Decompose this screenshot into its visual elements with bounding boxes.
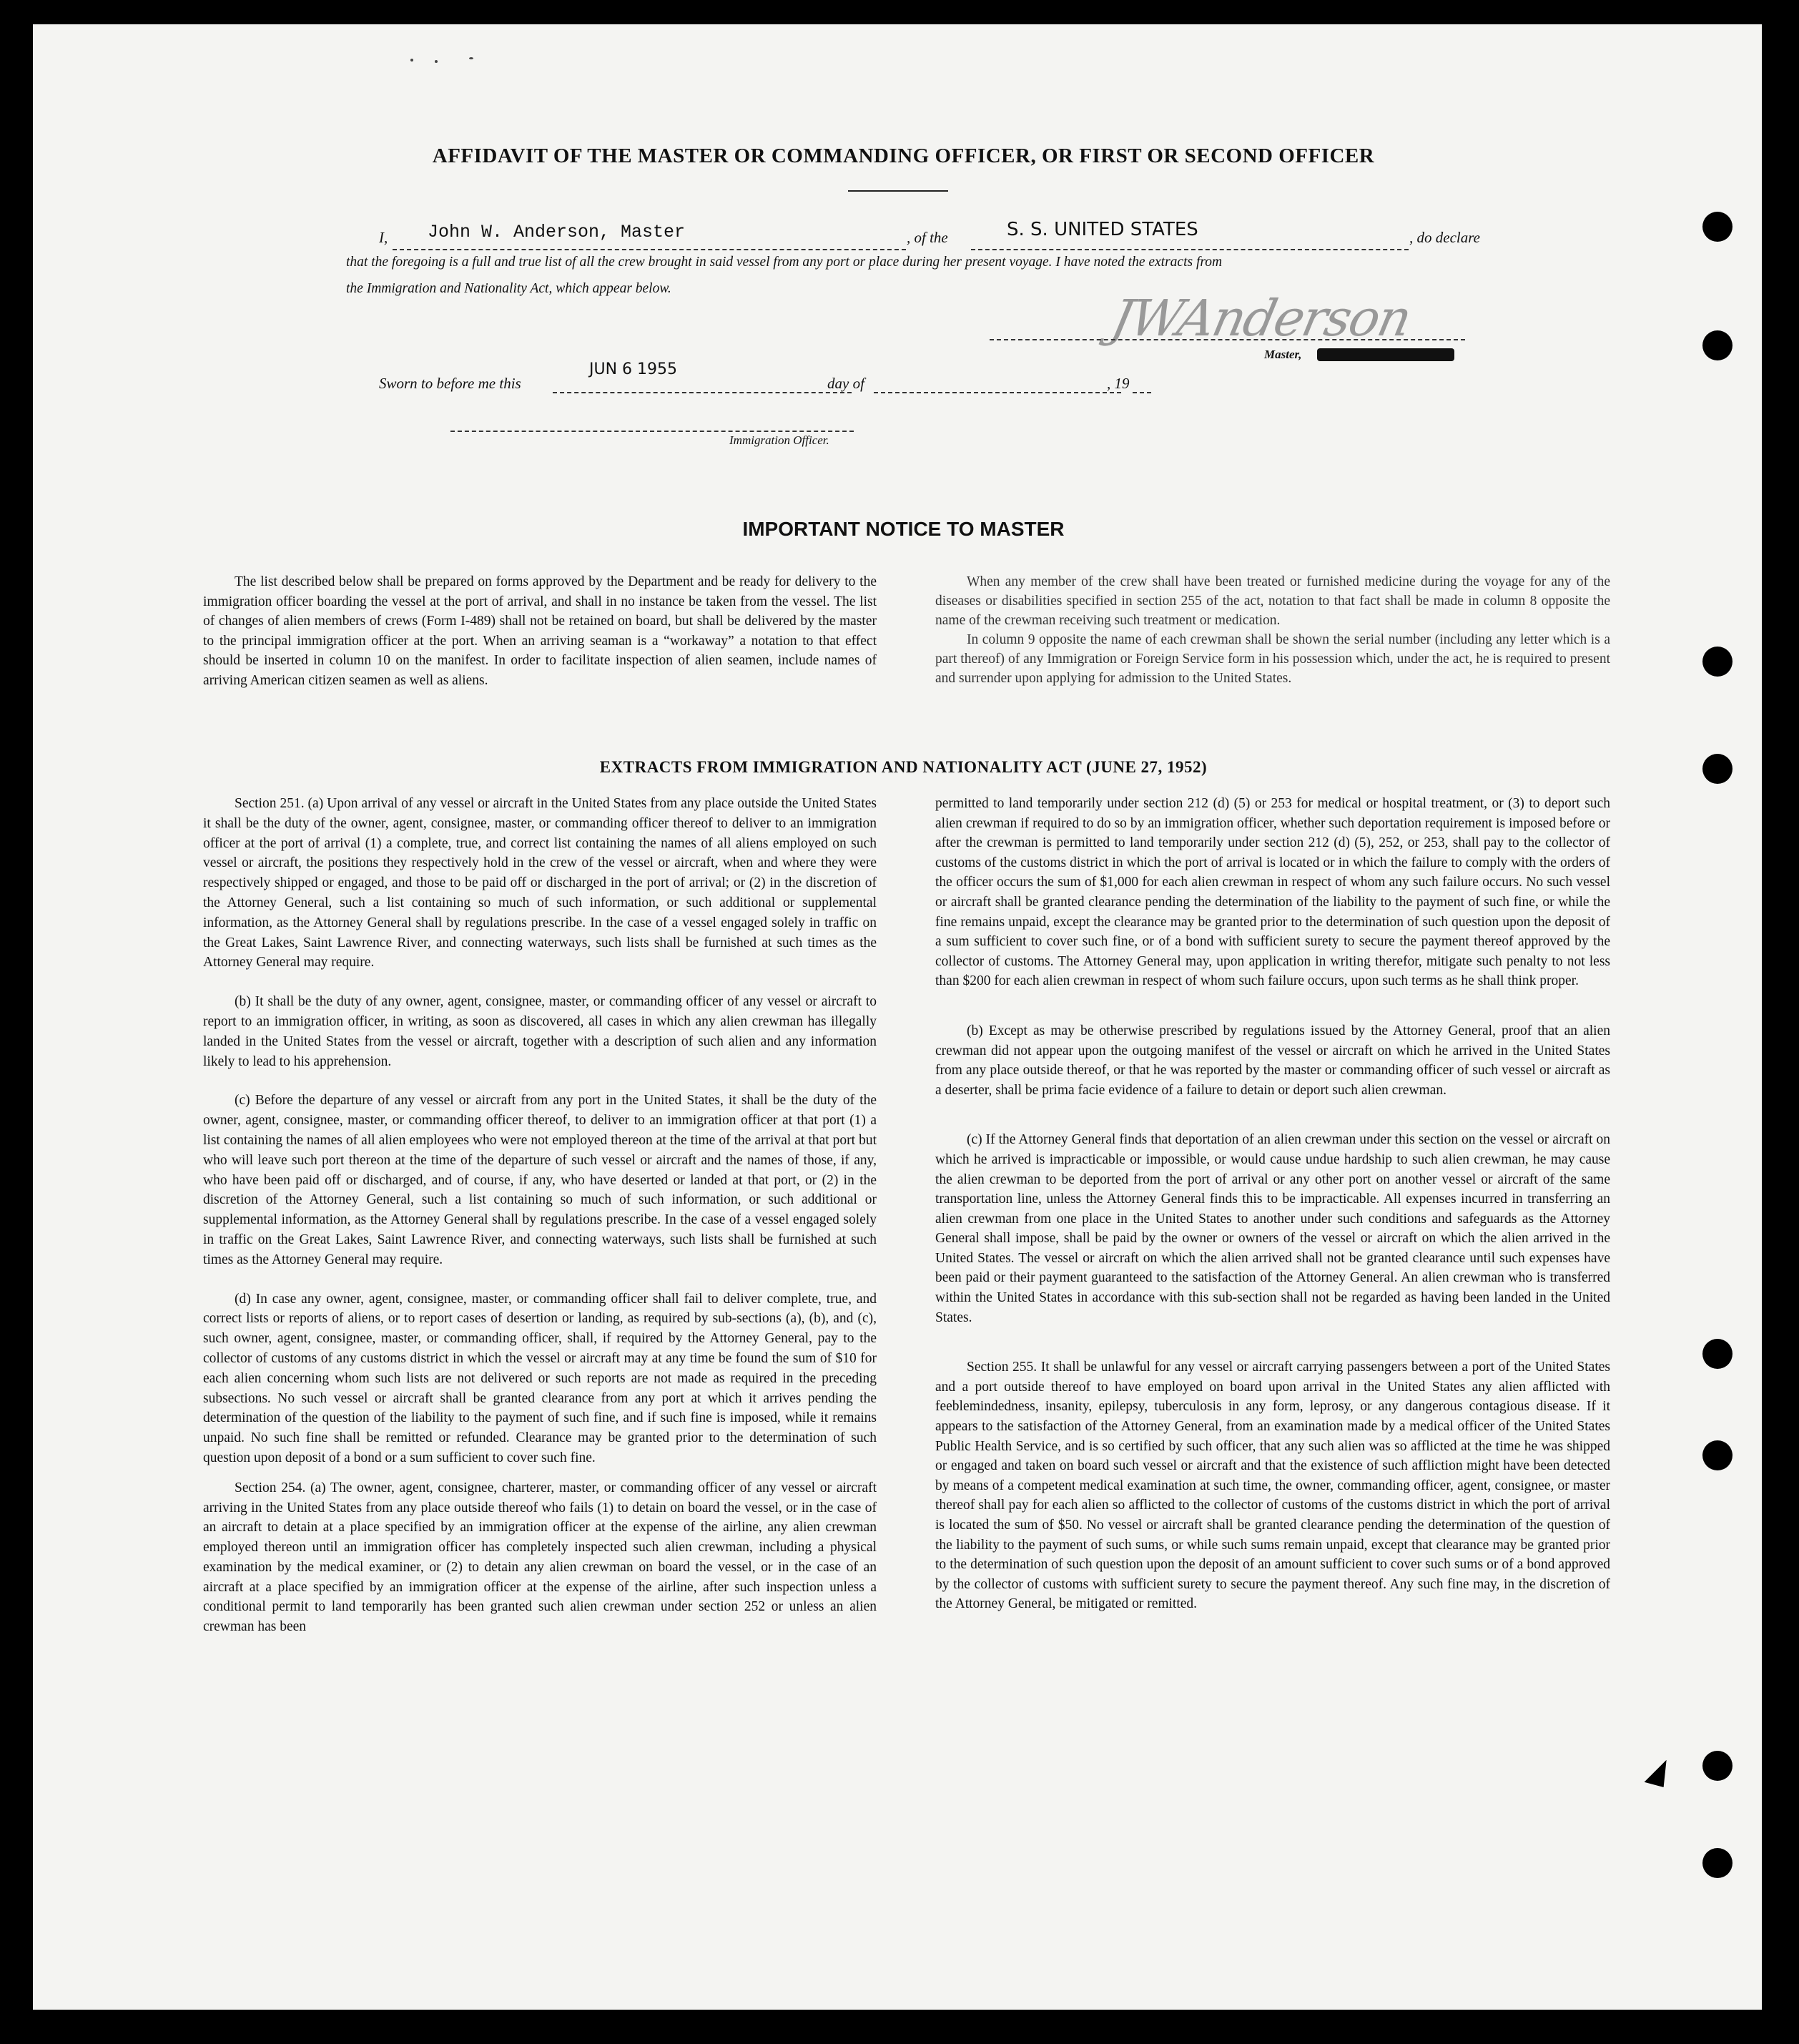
section-paragraph: Section 255. It shall be unlawful for any vessel or aircraft carrying passengers between a port of the United States and a port outside thereof to have employed on board upon arrival in the United States any alien afflicted with feeblemindedness, insanity, epilepsy, tuberculosis in any form, leprosy, or any dangerous contagious disease. If it appears to the satisfaction of the Attorney General, from an examination made by a medical officer of the United States Public Health Service, and is so certified by such officer, that any such alien was so afflicted at the time he was shipped or engaged and taken on board such vessel or aircraft and that the existence of such affliction might have been detected by means of a competent medical examination at such time, the owner, commanding officer, agent, consignee, or master thereof shall pay for each alien so afflicted to the collector of customs of the customs district in which the port of arrival is located the sum of $50. No vessel or aircraft shall be granted clearance pending the determination of the question of the liability to the payment of such sums, or while such sums remain unpaid, except that clearance may be granted prior to the determination of such question upon the deposit of an amount sufficient to cover such sums or of a bond approved by the collector of customs with sufficient surety to secure the payment thereof. Any such fine may, in the discretion of the Attorney General, be mitigated or remitted. [935,1360,1610,1612]
section-paragraph: (c) If the Attorney General finds that deportation of an alien crewman under this section on the vessel or aircraft on which he arrived is impracticable or impossible, or would cause undue hardship to such alien crewman, he may cause the alien crewman to be deported from the port of arrival or any other port on another vessel or aircraft of the same transportation line, unless the Attorney General finds this to be impracticable. All expenses incurred in transferring an alien crewman from one place in the United States to another under such conditions and safeguards as the Attorney General shall impose, shall be paid by the owner or owners of the vessel or aircraft on which the alien arrived in the United States. The vessel or aircraft on which the alien arrived shall not be granted clearance until such expenses have been paid or their payment guaranteed to the satisfaction of the Attorney General. An alien crewman who is transferred within the United States in accordance with this sub-section shall not be regarded as having been landed in the United States. [935,1132,1610,1325]
notice-title: IMPORTANT NOTICE TO MASTER [742,518,1065,540]
vessel-typed: S. S. UNITED STATES [1007,219,1198,240]
notice-paragraph: The list described below shall be prepared on forms approved by the Department and be ready for delivery to the immigration officer boarding the vessel at the port of arrival, and shall in no instance be taken from the vessel. The list of changes of alien members of crews (Form I-489) shall not be retained on board, but shall be delivered by the master to the principal immigration officer at the port. When an arriving seaman is a “workaway” a notation to that effect should be inserted in column 10 on the manifest. In order to facilitate inspection of alien seamen, include names of arriving American citizen seamen as well as aliens. [203,574,877,688]
of-the-label: , of the [907,229,948,246]
extracts-left-column [203,794,877,1637]
speck-mark [435,60,438,63]
name-typed: John W. Anderson, Master [428,222,686,242]
notice-paragraph: When any member of the crew shall have been treated or furnished medicine during the voyage for any of the diseases or disabilities specified in section 255 of the act, notation to that fact shall be made in column 8 opposite the name of the crewman receiving such treatment or medication. [935,574,1610,628]
notice-paragraph: In column 9 opposite the name of each crewman shall be shown the serial number (including any letter which is a part thereof) of any Immigration or Foreign Service form in his possession which, under the act, he is required to present and surrender upon applying for admission to the United States. [935,632,1610,686]
officer-signature-line [450,425,854,432]
punch-hole [1702,212,1733,242]
punch-hole [1702,647,1733,677]
punch-hole [1702,1848,1733,1878]
section-paragraph: (b) Except as may be otherwise prescribed by regulations issued by the Attorney General, proof that an alien crewman did not appear upon the outgoing manifest of the vessel or aircraft on which he arrived in the United States from any place outside thereof, or that he was reported by the master or commanding officer of such vessel or aircraft as a deserter, shall be prima facie evidence of a failure to detain or deport such alien crewman. [935,1023,1610,1098]
master-label: Master, [1264,348,1302,361]
section-paragraph: Section 254. (a) The owner, agent, consignee, charterer, master, or commanding officer of any vessel or aircraft arriving in the United States from any place outside thereof who fails (1) to detain on board the vessel, or in the case of an aircraft to detain at a place specified by an immigration officer at the expense of the airline, any alien crewman employed thereon until an immigration officer has completely inspected such alien crewman, including a physical examination by the medical examiner, or (2) to detain any alien crewman on board the vessel, or in the case of an aircraft at a place specified by an immigration officer at the expense of the airline, after such inspection unless a conditional permit to land temporarily has been granted such alien crewman under section 252 or unless an alien crewman has been [203,1480,877,1635]
day-of-label: day of [827,375,864,392]
notice-left-column [203,572,877,691]
section-paragraph: (d) In case any owner, agent, consignee, master, or commanding officer shall fail to deliver complete, true, and correct lists or reports of aliens, or to report cases of desertion or landing, as required by sub-sections (a), (b), and (c), such owner, agent, consignee, master, or commanding officer, shall, if required by the Attorney General, pay to the collector of customs of any customs district in which the vessel or aircraft may at any time be found the sum of $10 for each alien concerning whom such lists are not delivered or such reports are not made as required in the preceding subsections. No such vessel or aircraft shall be granted clearance from any port at which it arrives pending the determination of the question of the liability to the payment of such fine, and if such fine is imposed, while it remains unpaid. No such fine shall be remitted or refunded. Clearance may be granted prior to the determination of such question upon deposit of a bond or a sum sufficient to cover such fine. [203,1291,877,1465]
speck-mark [410,59,413,62]
section-paragraph: (b) It shall be the duty of any owner, agent, consignee, master, or commanding officer of any vessel or aircraft to report to an immigration officer, in writing, as soon as discovered, all cases in which any alien crewman has illegally landed in the United States from the vessel or aircraft, together with a description of such alien and any information likely to lead to his apprehension. [203,994,877,1069]
year-field [1133,379,1151,393]
sworn-label: Sworn to before me this [379,375,521,392]
punch-hole [1702,330,1733,360]
date-stamp: JUN 6 1955 [589,360,678,378]
officer-label: Immigration Officer. [729,433,829,447]
extracts-title: EXTRACTS FROM IMMIGRATION AND NATIONALITY ACT (JUNE 27, 1952) [599,758,1208,776]
section-paragraph: Section 251. (a) Upon arrival of any vessel or aircraft in the United States from any place outside the United States it shall be the duty of the owner, agent, consignee, master, or commanding officer thereof to deliver to an immigration officer at the port of arrival (1) a complete, true, and correct list containing the names of all aliens employed on such vessel or aircraft, the positions they respectively hold in the crew of the vessel or aircraft, when and where they were respectively shipped or engaged, and those to be paid off or discharged in the port of arrival; or (2) in the discretion of the Attorney General, such a list containing so much of such information, or such additional or supplemental information, as the Attorney General shall by regulations prescribe. In the case of a vessel engaged solely in traffic on the Great Lakes, Saint Lawrence River, and connecting waterways, such lists shall be furnished at such times as the Attorney General may require. [203,796,877,971]
document-page [33,24,1762,2010]
punch-hole [1702,1440,1733,1470]
notice-right-column [935,572,1610,688]
speck-mark [469,57,473,59]
section-paragraph: permitted to land temporarily under section 212 (d) (5) or 253 for medical or hospital treatment, or (3) to deport such alien crewman if required to do so by an immigration officer, whether such deportation requirement is imposed before or after the crewman is permitted to land temporarily under section 212 (d) (5), 252, or 253, shall pay to the collector of customs of the customs district in which the port of arrival is located or in which the failure to comply with the orders of the officer occurs the sum of $1,000 for each alien crewman in respect of whom any such failure occurs. No such vessel or aircraft shall be granted clearance pending the determination of the liability to the payment of such fine, or while the fine remains unpaid, except the clearance may be granted prior to the determination of such question upon the deposit of a sum sufficient to cover such fine, or of a bond with sufficient surety to secure the payment thereof approved by the collector of customs. The Attorney General may, upon application in writing therefor, mitigate such penalty to not less than $200 for each alien crewman in respect of whom such failure occurs, upon such terms as he shall think proper. [935,796,1610,989]
signature-line [990,332,1465,340]
handwritten-signature: JWAnderson [1106,289,1416,348]
affidavit-body-line-1: that the foregoing is a full and true list of all the crew brought in said vessel from any port or place during her present voyage. I have noted the extracts from [346,255,1223,270]
i-label: I, [379,229,388,246]
year-prefix-label: , 19 [1107,375,1130,392]
punch-hole [1702,1751,1733,1781]
redaction-mark [1317,348,1454,361]
affidavit-body-line-2: the Immigration and Nationality Act, which appear below. [346,281,671,296]
affidavit-title: AFFIDAVIT OF THE MASTER OR COMMANDING OFFICER, OR FIRST OR SECOND OFFICER [432,144,1375,167]
extracts-right-column [935,794,1610,1614]
sworn-day-field [553,379,852,393]
edge-mark [1645,1756,1671,1787]
do-declare-label: , do declare [1409,229,1480,246]
punch-hole [1702,754,1733,784]
section-paragraph: (c) Before the departure of any vessel or aircraft from any port in the United States, it shall be the duty of the owner, agent, consignee, master, or commanding officer thereof, to deliver to an immigration officer at that port (1) a list containing the names of all alien employees who were not employed thereon at the time of the arrival at that port but who will leave such port thereon at the time of the departure of such vessel or aircraft and the names of those, if any, who have been paid off or discharged, and of course, if any, who have deserted or landed at that port, or (2) in the discretion of the Attorney General, such a list containing so much of such information, or such additional or supplemental information, as the Attorney General shall by regulations prescribe. In the case of a vessel engaged solely in traffic on the Great Lakes, Saint Lawrence River, and connecting waterways, such lists shall be furnished at such times as the Attorney General may require. [203,1093,877,1267]
month-field [874,379,1121,393]
punch-hole [1702,1339,1733,1369]
title-divider [848,190,948,192]
